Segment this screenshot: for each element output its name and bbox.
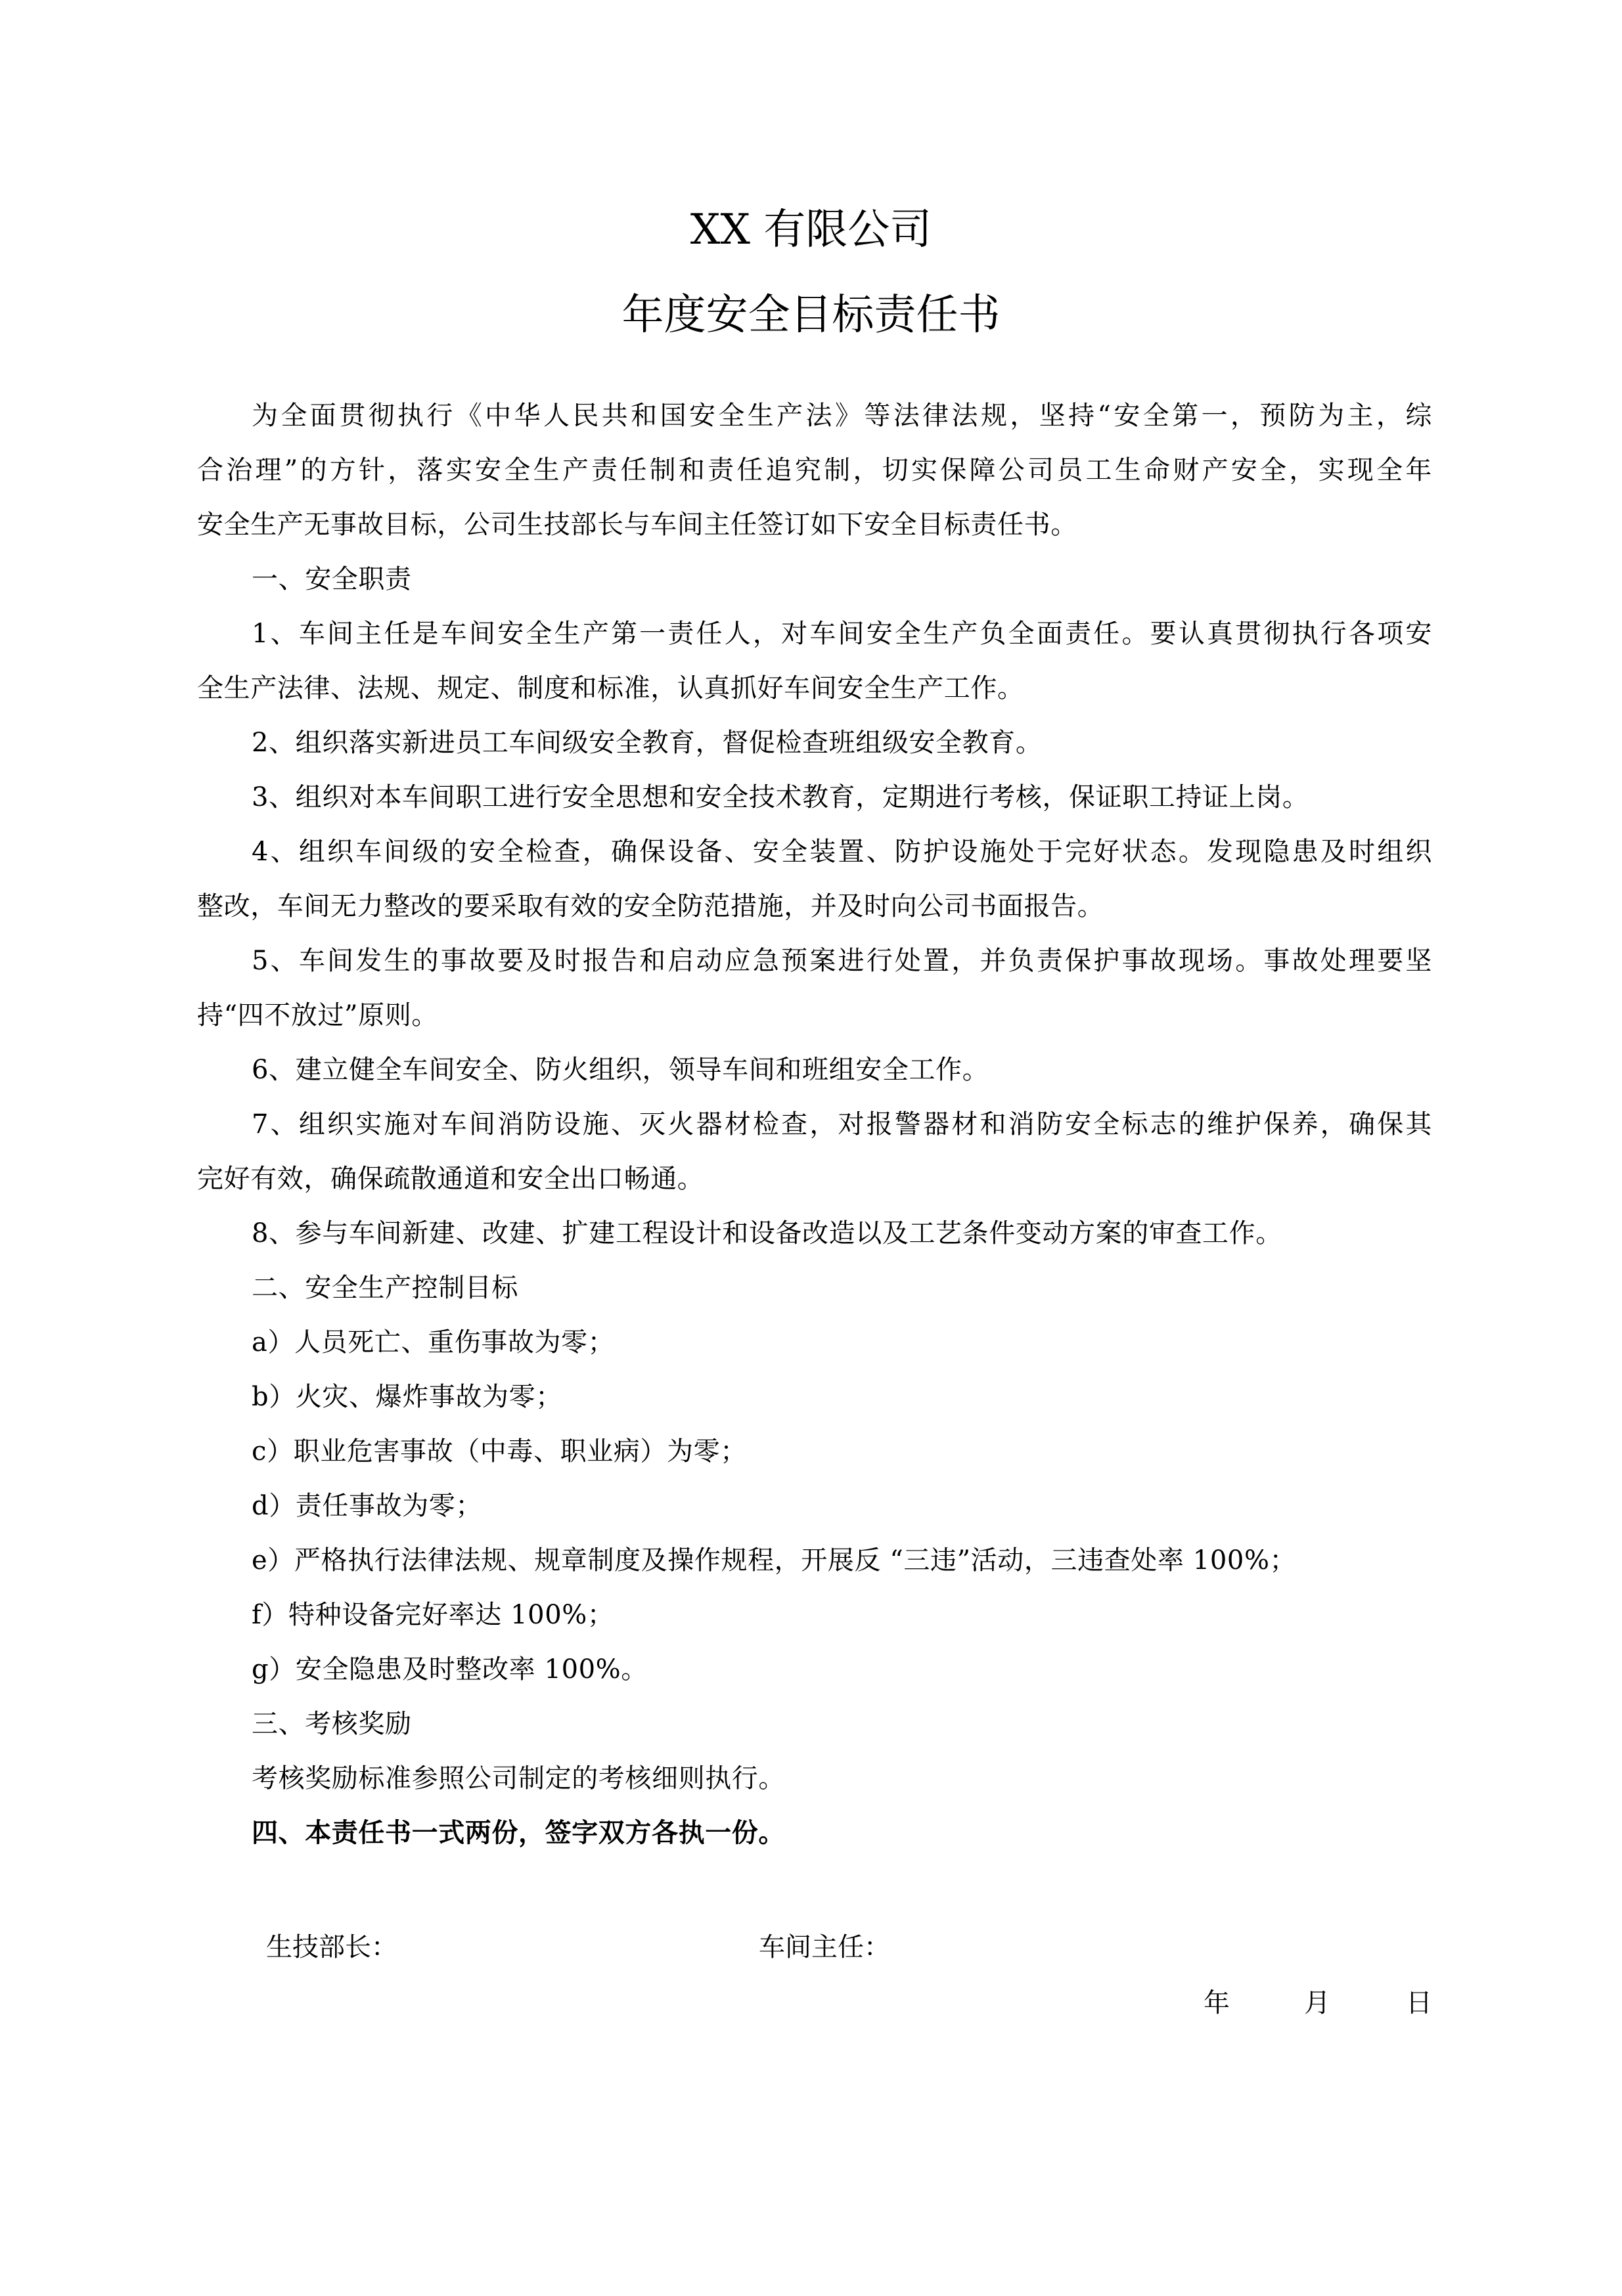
section-heading-targets: 二、安全生产控制目标 (252, 1273, 518, 1303)
company-name: XX 有限公司 (690, 206, 932, 254)
target-item: b）火灾、爆炸事故为零； (252, 1382, 562, 1412)
target-item: e）严格执行法律法规、规章制度及操作规程，开展反 “三违”活动，三违查处率 100%； (252, 1545, 1297, 1576)
intro-line: 安全生产无事故目标，公司生技部长与车间主任签订如下安全目标责任书。 (197, 510, 1077, 540)
document-title: 年度安全目标责任书 (621, 291, 1001, 340)
duty-item-cont: 持“四不放过”原则。 (197, 1000, 438, 1030)
section-heading-duties: 一、安全职责 (252, 564, 412, 594)
signature-label-workshop-director: 车间主任： (759, 1932, 890, 1962)
signature-label-production-head: 生技部长： (266, 1932, 397, 1962)
target-item: d）责任事故为零； (252, 1491, 483, 1521)
section-heading-assessment: 三、考核奖励 (252, 1709, 412, 1739)
duty-item-cont: 完好有效，确保疏散通道和安全出口畅通。 (197, 1164, 704, 1194)
duty-item-cont: 整改，车间无力整改的要采取有效的安全防范措施，并及时向公司书面报告。 (197, 891, 1104, 921)
date-month-label: 月 (1304, 1988, 1330, 2018)
target-item: c）职业危害事故（中毒、职业病）为零； (252, 1436, 747, 1467)
duty-item: 3、组织对本车间职工进行安全思想和安全技术教育，定期进行考核，保证职工持证上岗。 (252, 782, 1309, 812)
target-item: g）安全隐患及时整改率 100%。 (252, 1654, 648, 1685)
duty-item: 2、组织落实新进员工车间级安全教育，督促检查班组级安全教育。 (252, 728, 1043, 758)
intro-line: 合治理”的方针，落实安全生产责任制和责任追究制，切实保障公司员工生命财产安全，实现全年 (197, 455, 1432, 485)
duty-item-cont: 全生产法律、法规、规定、制度和标准，认真抓好车间安全生产工作。 (197, 673, 1024, 703)
duty-item: 5、车间发生的事故要及时报告和启动应急预案进行处置，并负责保护事故现场。事故处理要坚 (252, 946, 1432, 976)
date-day-label: 日 (1406, 1988, 1432, 2018)
duty-item: 7、组织实施对车间消防设施、灭火器材检查，对报警器材和消防安全标志的维护保养，确保其 (252, 1109, 1432, 1139)
target-item: a）人员死亡、重伤事故为零； (252, 1327, 615, 1358)
target-item: f）特种设备完好率达 100%； (252, 1600, 614, 1630)
assessment-body: 考核奖励标准参照公司制定的考核细则执行。 (252, 1763, 785, 1794)
duty-item: 4、组织车间级的安全检查，确保设备、安全装置、防护设施处于完好状态。发现隐患及时组织 (252, 837, 1432, 867)
section-heading-copies: 四、本责任书一式两份，签字双方各执一份。 (252, 1817, 785, 1848)
duty-item: 6、建立健全车间安全、防火组织，领导车间和班组安全工作。 (252, 1055, 989, 1085)
duty-item: 8、参与车间新建、改建、扩建工程设计和设备改造以及工艺条件变动方案的审查工作。 (252, 1218, 1282, 1248)
date-year-label: 年 (1204, 1988, 1230, 2018)
duty-item: 1、车间主任是车间安全生产第一责任人，对车间安全生产负全面责任。要认真贯彻执行各项安 (252, 619, 1432, 649)
intro-line: 为全面贯彻执行《中华人民共和国安全生产法》等法律法规，坚持“安全第一，预防为主，综 (252, 401, 1432, 431)
